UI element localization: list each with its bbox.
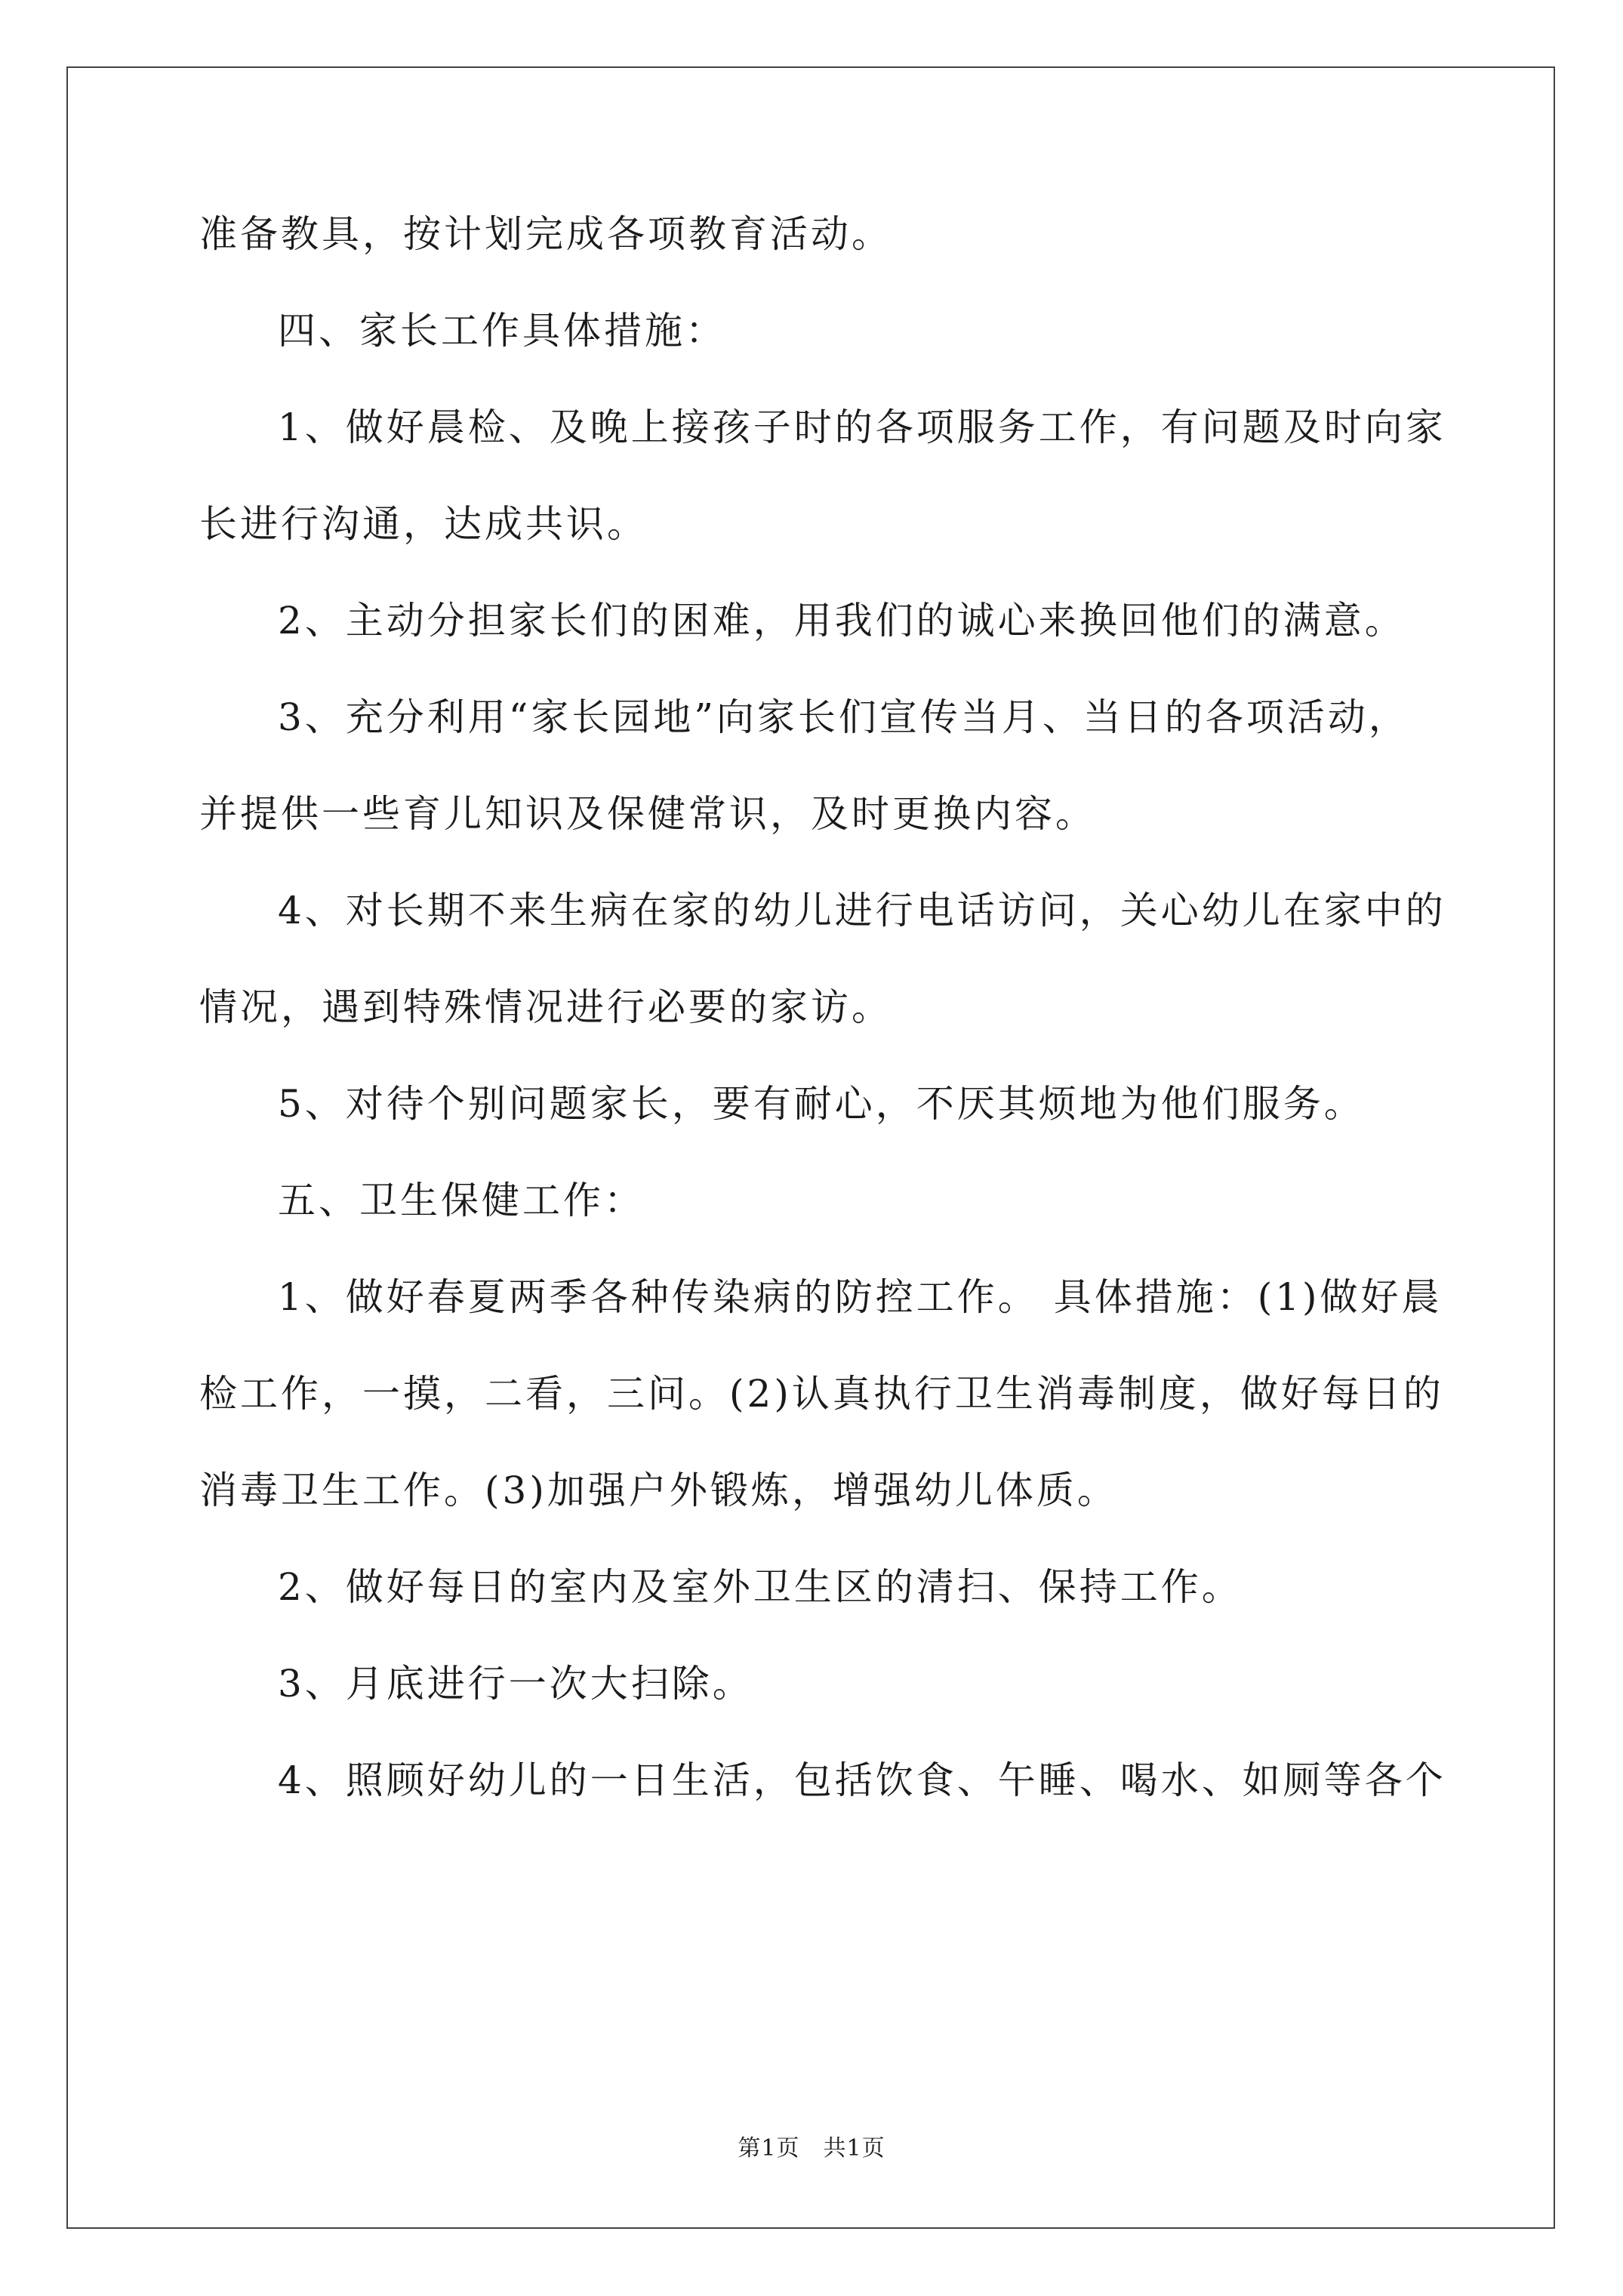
text-line: 4、照顾好幼儿的一日生活，包括饮食、午睡、喝水、如厕等各个 <box>278 1758 1446 1802</box>
text-line: 5、对待个别问题家长，要有耐心，不厌其烦地为他们服务。 <box>278 1082 1365 1126</box>
page-number-footer: 第1页 共1页 <box>738 2135 885 2162</box>
text-line: 消毒卫生工作。(3)加强户外锻炼，增强幼儿体质。 <box>199 1469 1118 1512</box>
text-line: 3、月底进行一次大扫除。 <box>278 1662 753 1706</box>
section-heading: 四、家长工作具体措施： <box>278 309 726 353</box>
text-line: 准备教具，按计划完成各项教育活动。 <box>199 212 892 256</box>
section-heading: 五、卫生保健工作： <box>278 1179 645 1222</box>
text-line: 长进行沟通，达成共识。 <box>199 502 648 546</box>
text-line: 1、做好春夏两季各种传染病的防控工作。 具体措施：(1)做好晨 <box>278 1275 1443 1319</box>
text-line: 2、做好每日的室内及室外卫生区的清扫、保持工作。 <box>278 1565 1243 1609</box>
text-line: 情况，遇到特殊情况进行必要的家访。 <box>199 985 892 1029</box>
text-line: 4、对长期不来生病在家的幼儿进行电话访问，关心幼儿在家中的 <box>278 889 1446 932</box>
text-line: 并提供一些育儿知识及保健常识，及时更换内容。 <box>199 792 1096 836</box>
text-line: 3、充分利用“家长园地”向家长们宣传当月、当日的各项活动， <box>278 695 1409 739</box>
text-line: 1、做好晨检、及晚上接孩子时的各项服务工作，有问题及时向家 <box>278 405 1446 449</box>
text-line: 检工作，一摸，二看，三问。(2)认真执行卫生消毒制度，做好每日的 <box>199 1372 1444 1416</box>
text-line: 2、主动分担家长们的困难，用我们的诚心来换回他们的满意。 <box>278 599 1406 643</box>
page-border <box>66 66 1555 2229</box>
